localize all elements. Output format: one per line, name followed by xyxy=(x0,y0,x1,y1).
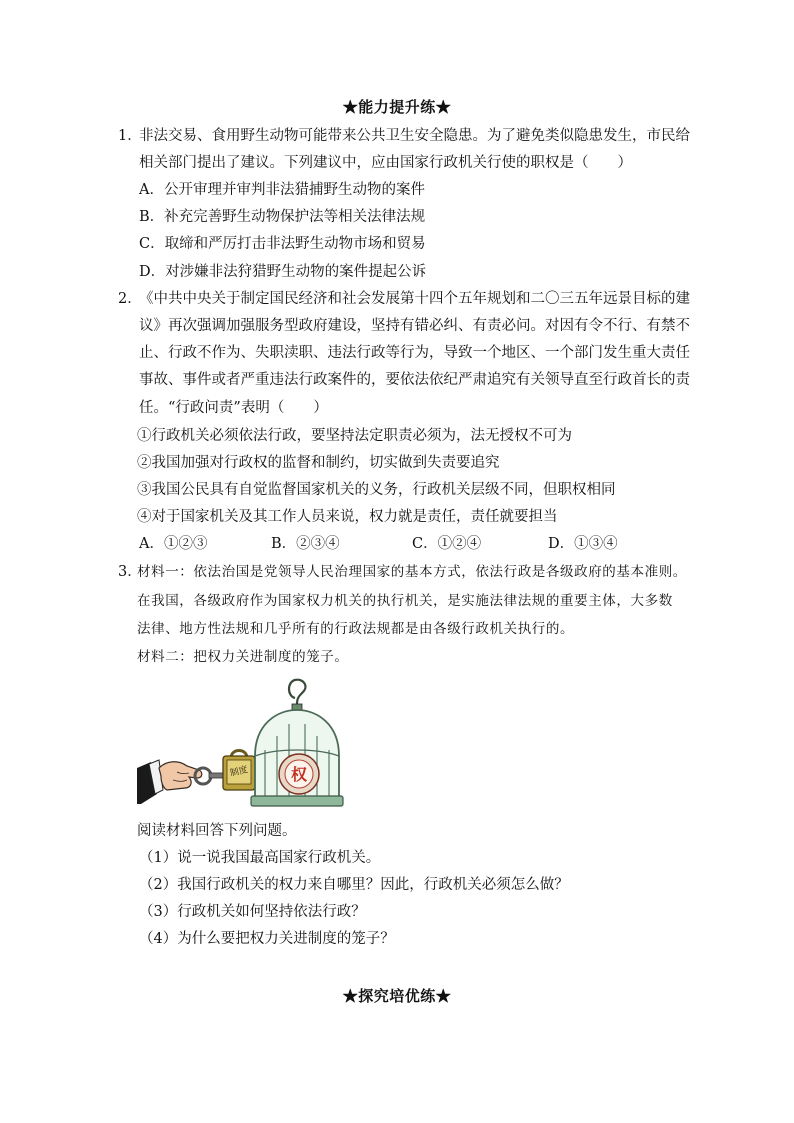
q3-material1-line-1: 材料一：依法治国是党领导人民治理国家的基本方式，依法行政是各级政府的基本准则。 xyxy=(137,564,687,580)
q2-stem-line-5: 任。“行政问责”表明（ ） xyxy=(139,400,328,416)
q1-stem-line-2: 相关部门提出了建议。下列建议中，应由国家行政机关行使的职权是（ ） xyxy=(139,155,632,171)
q2-option-d: D．①③④ xyxy=(548,536,618,552)
q1-number: 1． xyxy=(118,128,142,144)
q2-statement-3: ③我国公民具有自觉监督国家机关的义务，行政机关层级不同，但职权相同 xyxy=(137,482,616,498)
q3-number: 3． xyxy=(118,564,142,580)
q3-subquestion-4: （4）为什么要把权力关进制度的笼子？ xyxy=(139,931,395,947)
q3-material2: 材料二：把权力关进制度的笼子。 xyxy=(137,649,349,665)
lock-label: 制度 xyxy=(229,764,249,780)
q2-stem-line-1: 《中共中央关于制定国民经济和社会发展第十四个五年规划和二〇三五年远景目标的建 xyxy=(139,291,690,307)
section-title-explore: ★探究培优练★ xyxy=(342,987,452,1005)
cage-label: 权 xyxy=(290,765,308,784)
q3-material1-line-2: 在我国，各级政府作为国家权力机关的执行机关，是实施法律法规的重要主体，大多数 xyxy=(137,593,673,609)
q1-option-c: C．取缔和严厉打击非法野生动物市场和贸易 xyxy=(139,236,426,252)
q1-stem-line-1: 非法交易、食用野生动物可能带来公共卫生安全隐患。为了避免类似隐患发生，市民给 xyxy=(139,128,690,144)
q2-number: 2． xyxy=(118,291,142,307)
q1-option-d: D．对涉嫌非法狩猎野生动物的案件提起公诉 xyxy=(139,264,427,280)
q3-instruction: 阅读材料回答下列问题。 xyxy=(137,823,297,839)
q2-stem-line-3: 止、行政不作为、失职渎职、违法行政等行为，导致一个地区、一个部门发生重大责任 xyxy=(139,345,690,361)
q1-option-a: A．公开审理并审判非法猎捕野生动物的案件 xyxy=(139,182,425,198)
q2-option-c: C．①②④ xyxy=(412,536,482,552)
sleeve-shape xyxy=(137,760,163,804)
q3-subquestion-1: （1）说一说我国最高国家行政机关。 xyxy=(139,850,381,866)
q3-material1-line-3: 法律、地方性法规和几乎所有的行政法规都是由各级行政机关执行的。 xyxy=(137,621,575,637)
q2-statement-1: ①行政机关必须依法行政，要坚持法定职责必须为，法无授权不可为 xyxy=(137,428,572,444)
q2-stem-line-4: 事故、事件或者严重违法行政案件的，要依法依纪严肃追究有关领导直至行政首长的责 xyxy=(139,372,690,388)
q2-stem-line-2: 议》再次强调加强服务型政府建设，坚持有错必纠、有责必问。对因有令不行、有禁不 xyxy=(139,318,690,334)
q1-option-b: B．补充完善野生动物保护法等相关法律法规 xyxy=(139,209,426,225)
q3-subquestion-3: （3）行政机关如何坚持依法行政？ xyxy=(139,904,366,920)
q2-option-b: B．②③④ xyxy=(271,536,340,552)
q2-option-a: A．①②③ xyxy=(139,536,208,552)
q3-subquestion-2: （2）我国行政机关的权力来自哪里？因此，行政机关必须怎么做？ xyxy=(139,877,569,893)
q2-statement-2: ②我国加强对行政权的监督和制约，切实做到失责要追究 xyxy=(137,455,500,471)
section-title-ability: ★能力提升练★ xyxy=(342,98,452,116)
cage-cartoon-illustration xyxy=(137,676,355,812)
q2-statement-4: ④对于国家机关及其工作人员来说，权力就是责任，责任就要担当 xyxy=(137,509,558,525)
